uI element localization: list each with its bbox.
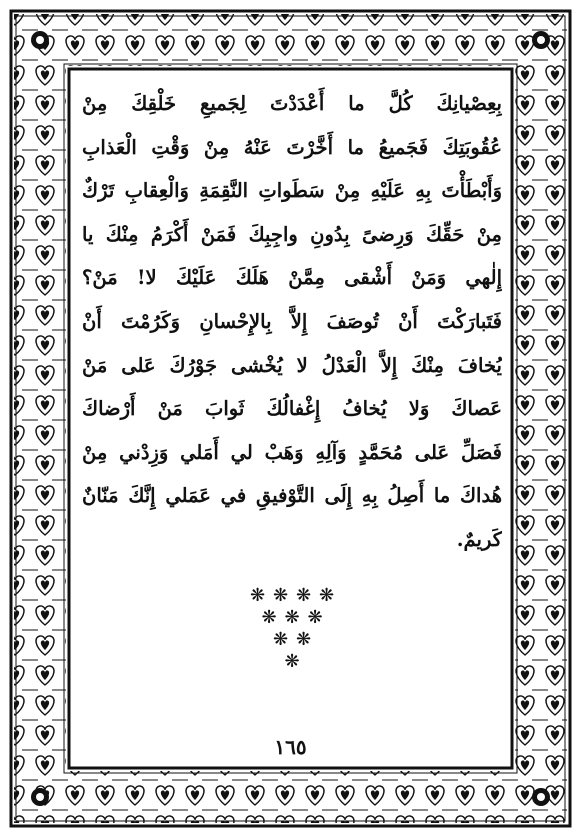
- text-line-11: كَريمٌ.: [456, 527, 502, 551]
- star-icon: ❋: [272, 585, 289, 606]
- star-icon: ❋: [307, 607, 323, 628]
- star-icon: ❋: [249, 585, 266, 606]
- text-line-4: مِنْ حَقِّكَ وَرِضىً بِدُونِ واجِبِكَ فَمَنْ أَكْرَمُ مِنْكَ يا: [82, 222, 502, 246]
- text-line-7: يُخافَ مِنْكَ إِلاَّ الْعَدْلُ لا يُخْشى جَوْرُكَ عَلى مَنْ: [82, 353, 502, 377]
- star-icon: ❋: [295, 629, 312, 650]
- text-line-8: عَصاكَ وَلا يُخافُ إِغْفالُكَ ثَوابَ مَنْ أَرْضاكَ: [82, 397, 502, 421]
- star-icon: ❋: [284, 651, 300, 672]
- star-icon: ❋: [284, 607, 300, 628]
- text-line-3: وَأَبْطَأْتَ بِهِ عَلَيْهِ مِنْ سَطَواتِ النَّقِمَةِ وَالْعِقابِ تَرْكٌ: [82, 179, 502, 203]
- text-line-9: فَصَلِّ عَلى مُحَمَّدٍ وَآلِهِ وَهَبْ لي أَمَلي وَزِدْني مِنْ: [82, 440, 502, 464]
- star-icon: ❋: [295, 585, 312, 606]
- text-line-5: إِلٰهي وَمَنْ أَشْقى مِمَّنْ هَلَكَ عَلَيْكَ لا! مَنْ؟: [82, 266, 502, 290]
- text-line-10: هُداكَ ما أَصِلُ بِهِ إِلَى التَّوْفيقِ في عَمَلي إِنَّكَ مَنّانٌ: [82, 484, 502, 508]
- star-icon: ❋: [261, 607, 277, 628]
- page-number: ١٦٥: [274, 735, 307, 759]
- star-icon: ❋: [318, 585, 335, 606]
- text-line-1: بِعِصْيانِكَ كُلَّ ما أَعْدَدْتَ لِجَميعِ خَلْقِكَ مِنْ: [82, 92, 502, 115]
- text-line-6: فَتَبارَكْتَ أَنْ تُوصَفَ إِلاَّ بِالإِحْسانِ وَكَرُمْتَ أَنْ: [82, 309, 502, 333]
- star-icon: ❋: [272, 629, 289, 650]
- text-line-2: عُقُوبَتِكَ فَجَميعُ ما أَخَّرْتَ عَنْهُ مِنْ وَقْتِ الْعَذابِ: [82, 135, 502, 159]
